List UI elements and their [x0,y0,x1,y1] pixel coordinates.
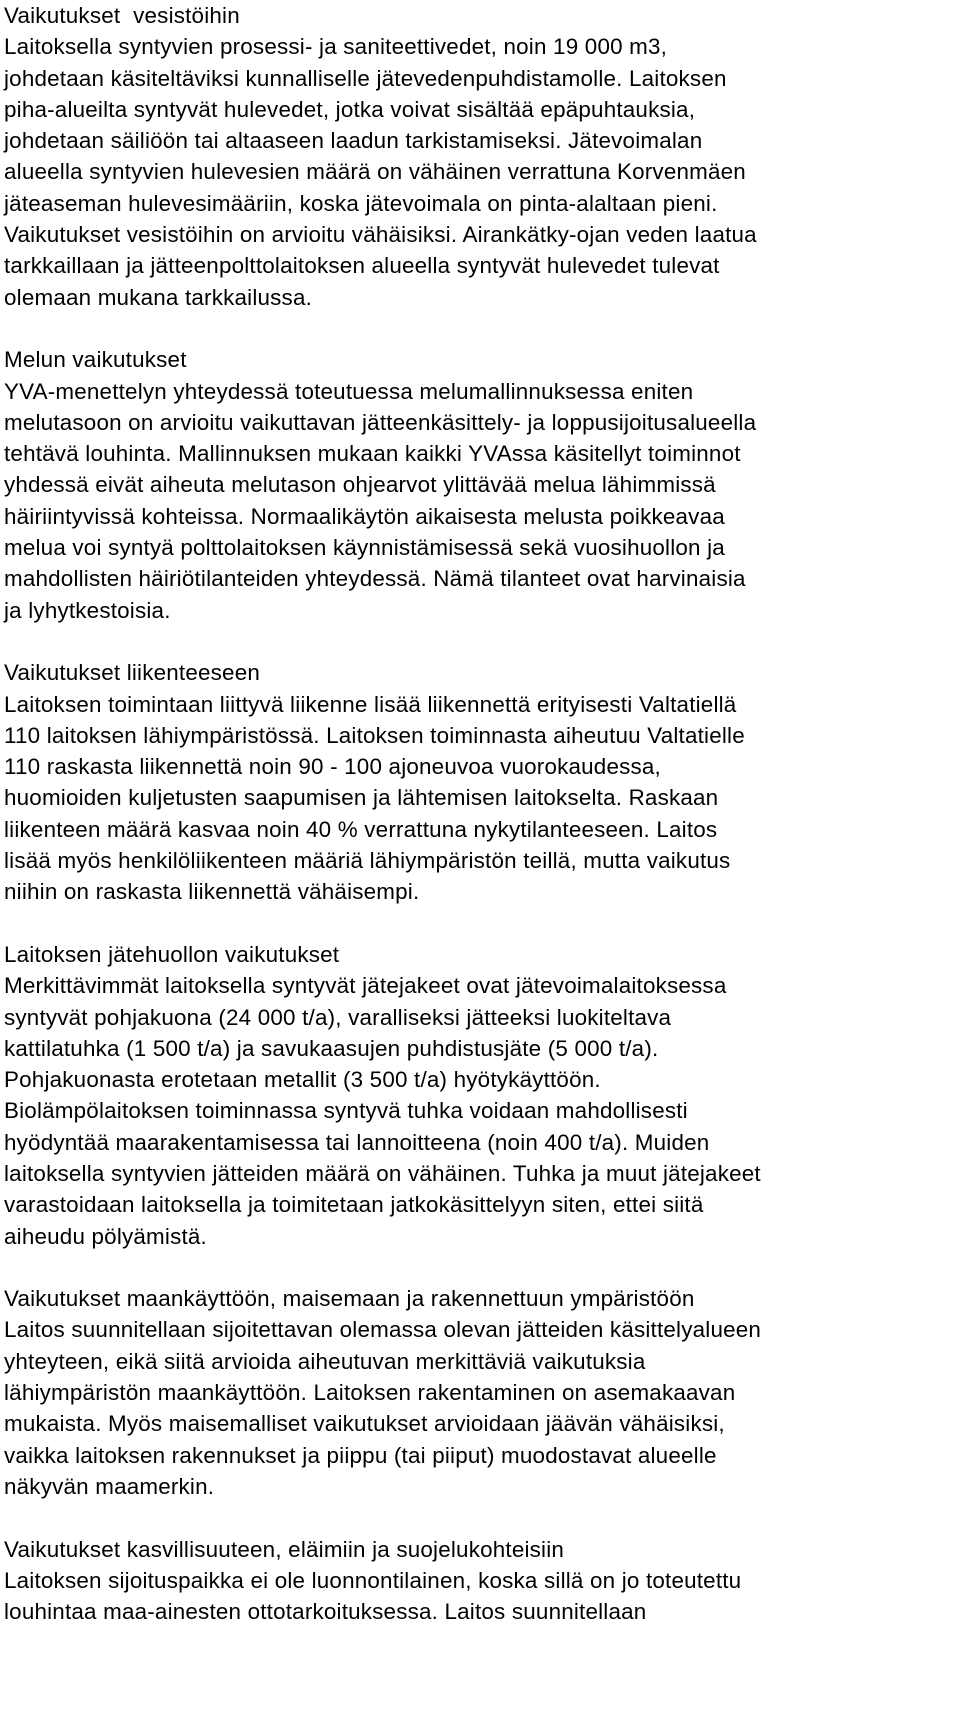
paragraph-line: piha-alueilta syntyvät hulevedet, jotka voivat sisältää epäpuhtauksia, [4,96,696,122]
section-heading: Vaikutukset maankäyttöön, maisemaan ja rakennettuun ympäristöön [4,1286,695,1312]
paragraph-line: häiriintyvissä kohteissa. Normaalikäytön aikaisesta melusta poikkeavaa [4,503,725,529]
paragraph-line: yhteyteen, eikä siitä arvioida aiheutuvan merkittäviä vaikutuksia [4,1348,646,1374]
paragraph-line: hyödyntää maarakentamisessa tai lannoitteena (noin 400 t/a). Muiden [4,1129,710,1155]
paragraph-line: mahdollisten häiriötilanteiden yhteydessä. Nämä tilanteet ovat harvinaisia [4,566,746,592]
paragraph-line: Pohjakuonasta erotetaan metallit (3 500 t/a) hyötykäyttöön. [4,1067,601,1093]
paragraph-line: kattilatuhka (1 500 t/a) ja savukaasujen puhdistusjäte (5 000 t/a). [4,1035,659,1061]
paragraph-line: tehtävä louhinta. Mallinnuksen mukaan kaikki YVAssa käsitellyt toiminnot [4,441,741,467]
paragraph-line: huomioiden kuljetusten saapumisen ja lähtemisen laitokselta. Raskaan [4,785,719,811]
paragraph-line: Biolämpölaitoksen toiminnassa syntyvä tuhka voidaan mahdollisesti [4,1098,688,1124]
section-heading: Vaikutukset vesistöihin [4,3,240,28]
paragraph-line: Merkittävimmät laitoksella syntyvät jätejakeet ovat jätevoimalaitoksessa [4,973,727,999]
paragraph-line: mukaista. Myös maisemalliset vaikutukset arvioidaan jäävän vähäisiksi, [4,1411,725,1437]
section-kasvillisuus [4,1534,954,1628]
paragraph-line: Laitoksen toimintaan liittyvä liikenne lisää liikennettä erityisesti Valtatiellä [4,691,737,717]
section-maankaytto [4,1283,954,1502]
paragraph-line: liikenteen määrä kasvaa noin 40 % verrattuna nykytilanteeseen. Laitos [4,816,718,842]
paragraph-line: vaikka laitoksen rakennukset ja piippu (tai piiput) muodostavat alueelle [4,1442,717,1468]
paragraph-line: Laitos suunnitellaan sijoitettavan olemassa olevan jätteiden käsittelyalueen [4,1317,762,1343]
paragraph-line: melutasoon on arvioitu vaikuttavan jätteenkäsittely- ja loppusijoitusalueella [4,409,757,435]
section-melu [4,344,954,626]
paragraph-line: lähiympäristön maankäyttöön. Laitoksen rakentaminen on asemakaavan [4,1380,736,1406]
paragraph-line: niihin on raskasta liikennettä vähäisempi. [4,879,420,905]
section-heading: Melun vaikutukset [4,347,187,373]
document-page [4,0,954,1659]
paragraph-line: johdetaan käsiteltäviksi kunnalliselle jätevedenpuhdistamolle. Laitoksen [4,65,727,91]
paragraph-line: 110 laitoksen lähiympäristössä. Laitoksen toiminnasta aiheutuu Valtatielle [4,722,745,748]
section-jatehuolto [4,939,954,1252]
section-heading: Vaikutukset liikenteeseen [4,660,261,686]
section-liikenne [4,657,954,907]
paragraph-line: yhdessä eivät aiheuta melutason ohjearvot ylittävää melua lähimmissä [4,472,716,498]
paragraph-line: 110 raskasta liikennettä noin 90 - 100 ajoneuvoa vuorokaudessa, [4,754,661,780]
paragraph-line: melua voi syntyä polttolaitoksen käynnistämisessä sekä vuosihuollon ja [4,535,725,561]
paragraph-line: YVA-menettelyn yhteydessä toteutuessa melumallinnuksessa eniten [4,378,694,404]
paragraph-line: Laitoksella syntyvien prosessi- ja saniteettivedet, noin 19 000 m3, [4,34,668,60]
paragraph-line: Vaikutukset vesistöihin on arvioitu vähäisiksi. Airankätky-ojan veden laatua [4,222,757,248]
paragraph-line: syntyvät pohjakuona (24 000 t/a), varalliseksi jätteeksi luokiteltava [4,1004,672,1030]
paragraph-line: ja lyhytkestoisia. [4,597,171,623]
paragraph-line: olemaan mukana tarkkailussa. [4,284,313,310]
section-heading: Vaikutukset kasvillisuuteen, eläimiin ja suojelukohteisiin [4,1536,565,1562]
section-heading: Laitoksen jätehuollon vaikutukset [4,941,340,967]
paragraph-line: varastoidaan laitoksella ja toimitetaan jatkokäsittelyyn siten, ettei siitä [4,1192,704,1218]
paragraph-line: aiheudu pölyämistä. [4,1223,207,1249]
paragraph-line: johdetaan säiliöön tai altaaseen laadun tarkistamiseksi. Jätevoimalan [4,128,703,154]
paragraph-line: jäteaseman hulevesimääriin, koska jätevoimala on pinta-alaltaan pieni. [4,190,718,216]
paragraph-line: tarkkaillaan ja jätteenpolttolaitoksen alueella syntyvät hulevedet tulevat [4,253,720,279]
paragraph-line: lisää myös henkilöliikenteen määriä lähiympäristön teillä, mutta vaikutus [4,848,731,874]
paragraph-line: näkyvän maamerkin. [4,1473,215,1499]
paragraph-line: louhintaa maa-ainesten ottotarkoituksessa. Laitos suunnitellaan [4,1599,647,1625]
paragraph-line: Laitoksen sijoituspaikka ei ole luonnontilainen, koska sillä on jo toteutettu [4,1567,742,1593]
paragraph-line: laitoksella syntyvien jätteiden määrä on vähäinen. Tuhka ja muut jätejakeet [4,1160,761,1186]
section-vesistot [4,0,954,313]
paragraph-line: alueella syntyvien hulevesien määrä on vähäinen verrattuna Korvenmäen [4,159,746,185]
